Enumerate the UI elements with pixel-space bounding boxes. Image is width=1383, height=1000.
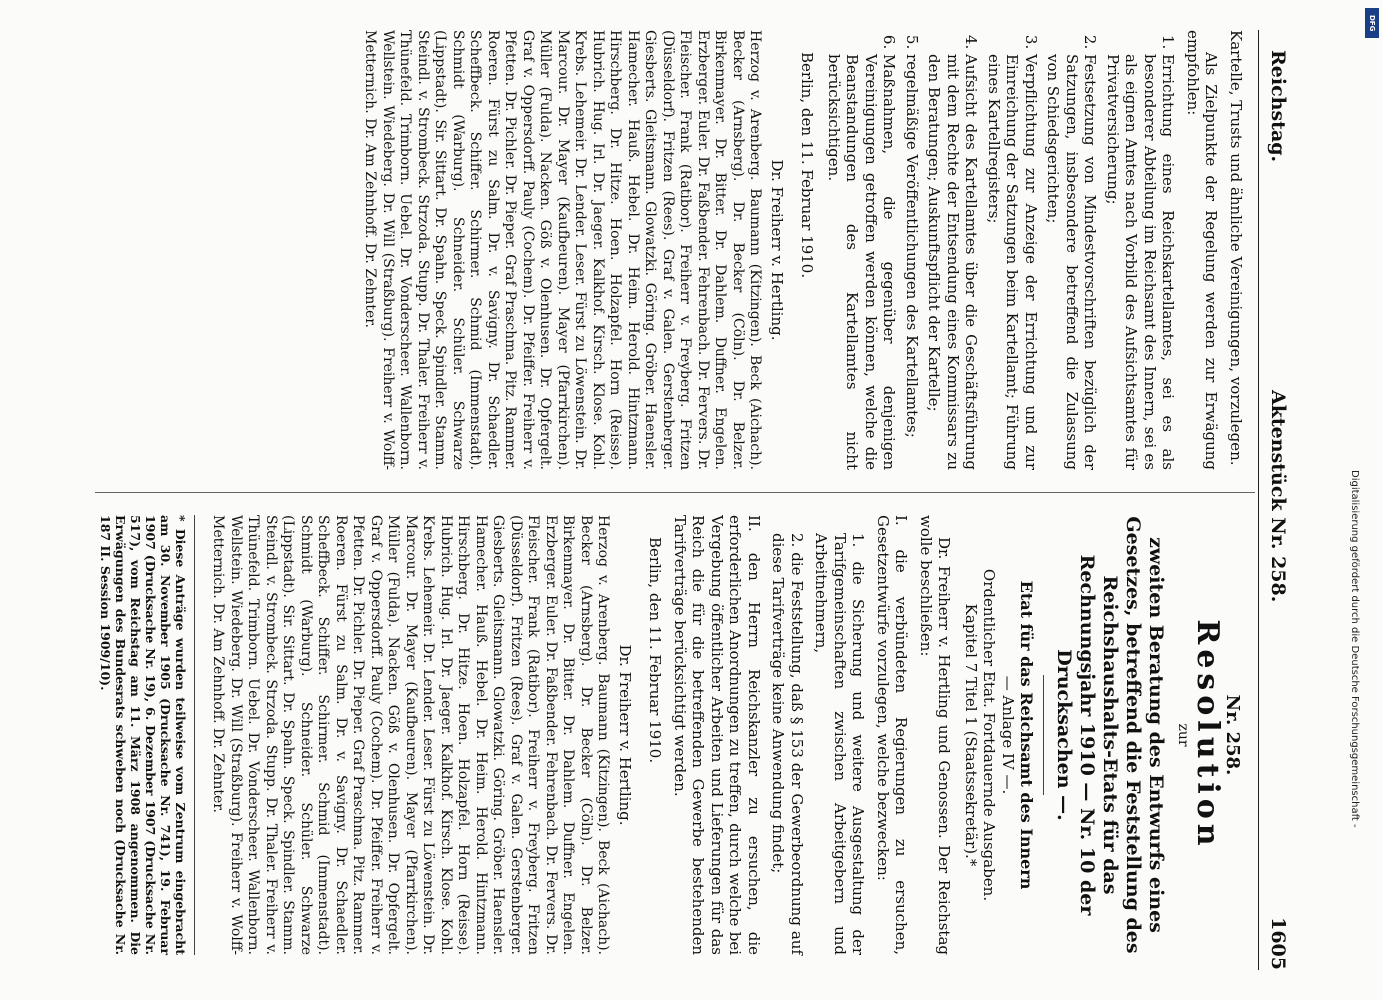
date-line: Berlin, den 11. Februar 1910. xyxy=(646,537,665,764)
page-number: 1605 xyxy=(1267,917,1289,970)
cosigner-names: Herzog v. Arenberg. Baumann (Kitzingen). Beck (Aichach). Becker (Arnsberg). Dr. Becker (Cöln). Dr. Belzer. Birkenmayer. Dr. Bitter. Dr. Dahlem. Duffner. Engelen. Erzberger. Euler. Dr. Faßbender. Fehrenbach. Dr. Fervers. Dr. Fleischer. Frank (Ratibor). Freiherr v. Freyberg. Fritzen (Düsseldorf). Fritzen (Rees). Graf v. Galen. Gerstenberger. Giesberts. Gleitsmann. Glowatzki. Göring. Gröber. Haensler. Hamecher. Hauß. Hebel. Dr. Heim. Herold. Hintzmann. Hirschberg. Dr. Hitze. Hoen. Holzapfel. Horn (Reisse). Hubrich. Hug. Irl. Dr. Jaeger. Kalkhof. Kirsch. Klose. Kohl. Krebs. Lehemeir. Dr. Lender. Leser. Fürst zu Löwenstein. Dr. Marcour. Dr. Mayer (Kaufbeuren). Mayer (Pfarrkirchen). Müller (Fulda). Nacken. Göß v. Olenhusen. Dr. Opfergelt. Graf v. Oppersdorff. Pauly (Cochem). Dr. Pfeiffer. Freiherr v. Pfetten. Dr. Pichler. Dr. Pieper. Graf Praschma. Pitz. Rammer. Roeren. Fürst zu Salm. Dr. v. Savigny. Dr. Schaedler. Scheffbeck. Schiffer. Schirmer. Schmid (Immenstadt). Schmidt (Warburg). Schneider. Schüler. Schwarze (Lippstadt). Sir. Sittart. Dr. Spahn. Speck. Spindler. Stamm. Steindl. v. Strombeck. Strzoda. Stupp. Dr. Thaler. Freiherr v. Thünefeld. Trimborn. Uebel. Dr. Vonderscheer. Wallenborn. Wellstein. Wiedeberg. Dr. Will (Straßburg). Freiherr v. Wolff-Metternich. Dr. Am Zehnhoff. Dr. Zehnter. xyxy=(210,515,612,955)
footnote: * Diese Anträge wurden teilweise vom Zentrum eingebracht am 30. November 1905 (Drucksache Nr. 741), 19. Februar 1907 (Drucksache Nr. 19), 6. Dezember 1907 (Drucksache Nr. 517), vom Reichstag am 11. März 1908 angenommen. Die Erwägungen des Bundesrats schweben noch (Drucksache Nr. 187 II. Session 1909/10). xyxy=(98,515,195,955)
list-item: 3. Verpflichtung zur Anzeige der Errichtung und zur Einreichung der Satzungen beim Kartellamt; Führung eines Kartellregisters; xyxy=(985,54,1041,470)
motion-sub-1: 1. die Sicherung und weitere Ausgestaltung der Tarifgemeinschaften zwischen Arbeitgebern und Arbeitnehmern, xyxy=(812,533,868,955)
list-item: 4. Aufsicht des Kartellamtes über die Geschäftsführung mit dem Rechte der Entsendung eines Kommissars zu den Beratungen; Auskunftspflicht der Kartelle; xyxy=(925,54,981,470)
signatory: Dr. Freiherr v. Hertling. xyxy=(616,644,634,826)
header-aktenstueck: Aktenstück Nr. 258. xyxy=(1267,390,1289,603)
anlage-line: — Anlage IV —. xyxy=(999,675,1017,795)
zur-line: zur xyxy=(1175,723,1191,747)
budget-line-2: Kapitel 7 Titel 1 (Staatssekretär).* xyxy=(962,603,980,867)
digitization-credit: Digitalisierung gefördert durch die Deutsche Forschungsgemeinschaft - xyxy=(1349,470,1360,828)
motion-part-1: I. die verbündeten Regierungen zu ersuchen, Gesetzentwürfe vorzulegen, welche bezwecken: xyxy=(874,515,911,955)
list-item: 6. Maßnahmen, die gegenüber denjenigen Vereinigungen getroffen werden können, welche die Beanstandungen des Kartellamtes nicht berücksichtigen. xyxy=(825,54,899,470)
etat-heading: Etat für das Reichsamt des Innern xyxy=(1017,580,1037,890)
motion-sub-2: 2. die Feststellung, daß § 153 der Gewerbeordnung auf diese Tarifverträge keine Anwendung findet; xyxy=(769,533,806,955)
intro-text: Kartelle, Trusts und ähnliche Vereinigungen, vorzulegen. xyxy=(1227,30,1245,466)
document-title: Resolution xyxy=(1190,619,1226,851)
left-column xyxy=(100,30,1245,470)
document-subject: zweiten Beratung des Entwurfs eines Gesetzes, betreffend die Feststellung des Reichshaushalts-Etats für das Rechnungsjahr 1910 — Nr. 10 der Drucksachen —. xyxy=(1053,516,1168,954)
document-page xyxy=(80,30,1295,970)
list-item: 1. Errichtung eines Reichskartellamtes, sei es als besonderer Abteilung im Reichsamt des Innern, sei es als eignen Amtes nach Vorbild des Aufsichtsamtes für Privatversicherung; xyxy=(1104,54,1178,470)
date-line: Berlin, den 11. Februar 1910. xyxy=(798,52,817,279)
recommendation-text: Als Zielpunkte der Regelung werden zur Erwägung empfohlen: xyxy=(1184,30,1221,470)
separator-rule xyxy=(1044,675,1045,795)
list-item: 2. Festsetzung von Mindestvorschriften bezüglich der Satzungen, insbesondere betreffend die Zulassung von Schiedsgerichten; xyxy=(1044,54,1100,470)
page-header xyxy=(1258,30,1295,970)
signatory: Dr. Freiherr v. Hertling. xyxy=(768,159,786,341)
right-column xyxy=(100,515,1245,955)
column-divider xyxy=(95,492,1255,493)
motion-intro: Dr. Freiherr v. Hertling und Genossen. Der Reichstag wolle beschließen: xyxy=(917,515,954,955)
dfg-logo: DFG xyxy=(1365,8,1379,38)
motion-part-2: II. den Herrn Reichskanzler zu ersuchen, die erforderlichen Anordnungen zu treffen, durch welche bei Vergebung öffentlicher Arbeiten und Lieferungen für das Reich die für die betreffenden Gewerbe bestehenden Tarifverträge berücksichtigt werden. xyxy=(671,515,763,955)
cosigner-names: Herzog v. Arenberg. Baumann (Kitzingen). Beck (Aichach). Becker (Arnsberg). Dr. Becker (Cöln). Dr. Belzer. Birkenmayer. Dr. Bitter. Dr. Dahlem. Duffner. Engelen. Erzberger. Euler. Dr. Faßbender. Fehrenbach. Dr. Fervers. Dr. Fleischer. Frank (Ratibor). Freiherr v. Freyberg. Fritzen (Düsseldorf). Fritzen (Rees). Graf v. Galen. Gerstenberger. Giesberts. Gleitsmann. Glowatzki. Göring. Gröber. Haensler. Hamecher. Hauß. Hebel. Dr. Heim. Herold. Hintzmann. Hirschberg. Dr. Hitze. Hoen. Holzapfel. Horn (Reisse). Hubrich. Hug. Irl. Dr. Jaeger. Kalkhof. Kirsch. Klose. Kohl. Krebs. Lehemeir. Dr. Lender. Leser. Fürst zu Löwenstein. Dr. Marcour. Dr. Mayer (Kaufbeuren). Mayer (Pfarrkirchen). Müller (Fulda). Nacken. Göß v. Olenhusen. Dr. Opfergelt. Graf v. Oppersdorff. Pauly (Cochem). Dr. Pfeiffer. Freiherr v. Pfetten. Dr. Pichler. Dr. Pieper. Graf Praschma. Pitz. Rammer. Roeren. Fürst zu Salm. Dr. v. Savigny. Dr. Schaedler. Scheffbeck. Schiffer. Schirmer. Schmid (Immenstadt). Schmidt (Warburg). Schneider. Schüler. Schwarze (Lippstadt). Sir. Sittart. Dr. Spahn. Speck. Spindler. Stamm. Steindl. v. Strombeck. Strzoda. Stupp. Dr. Thaler. Freiherr v. Thünefeld. Trimborn. Uebel. Dr. Vonderscheer. Wallenborn. Wellstein. Wiedeberg. Dr. Will (Straßburg). Freiherr v. Wolff-Metternich. Dr. Am Zehnhoff. Dr. Zehnter. xyxy=(362,30,764,470)
header-reichstag: Reichstag. xyxy=(1267,50,1289,163)
document-number: Nr. 258. xyxy=(1222,694,1243,776)
list-item: 5. regelmäßige Veröffentlichungen des Kartellamtes; xyxy=(903,54,922,470)
recommendation-list xyxy=(825,30,1178,470)
budget-line-1: Ordentlicher Etat. Fortdauernde Ausgaben. xyxy=(980,568,999,902)
